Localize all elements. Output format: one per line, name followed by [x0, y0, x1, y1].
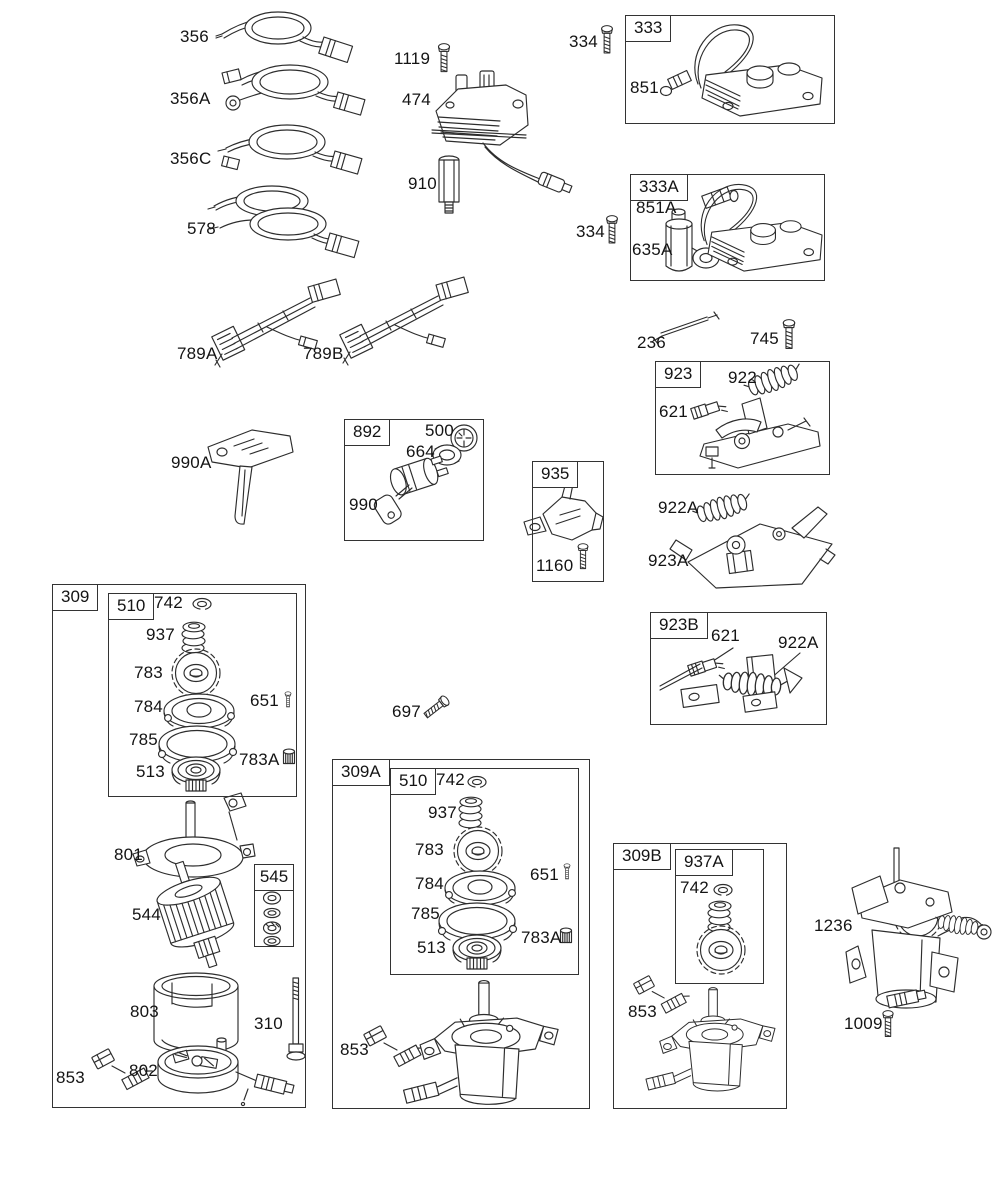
callout-853-309B: 853 — [628, 1002, 657, 1021]
callout-783: 783 — [134, 663, 163, 682]
callout-937: 937 — [146, 625, 175, 644]
callout-789A: 789A — [177, 344, 218, 363]
callout-742-b: 742 — [436, 770, 465, 789]
box-label-937A: 937A — [675, 849, 733, 876]
callout-356C: 356C — [170, 149, 212, 168]
figure-key-990A — [208, 430, 293, 524]
callout-651-b: 651 — [530, 865, 559, 884]
callout-1009: 1009 — [844, 1014, 883, 1033]
figure-harness-789B — [340, 277, 469, 365]
callout-1119: 1119 — [394, 49, 431, 68]
figure-starter-assembly-1236 — [846, 848, 991, 1008]
box-label-892: 892 — [344, 419, 390, 446]
callout-500: 500 — [425, 421, 454, 440]
callout-651: 651 — [250, 691, 279, 710]
callout-621: 621 — [659, 402, 688, 421]
callout-513-b: 513 — [417, 938, 446, 957]
figure-screw-697 — [422, 695, 450, 720]
callout-578: 578 — [187, 219, 216, 238]
box-label-510: 510 — [108, 593, 154, 620]
figure-screw-1119 — [438, 44, 449, 72]
callout-621-923B: 621 — [711, 626, 740, 645]
callout-1160: 1160 — [536, 556, 574, 575]
callout-853-left: 853 — [56, 1068, 85, 1087]
box-label-309A: 309A — [332, 759, 390, 786]
callout-922: 922 — [728, 368, 757, 387]
callout-922A-923B: 922A — [778, 633, 819, 652]
callout-474: 474 — [402, 90, 431, 109]
callout-922A: 922A — [658, 498, 699, 517]
box-label-923B: 923B — [650, 612, 708, 639]
callout-742-c: 742 — [680, 878, 709, 897]
box-label-309B: 309B — [613, 843, 671, 870]
callout-1236: 1236 — [814, 916, 853, 935]
callout-851A: 851A — [636, 198, 677, 217]
box-label-510A: 510 — [390, 768, 436, 795]
figure-bracket-923A — [670, 507, 835, 588]
box-label-545: 545 — [254, 864, 294, 891]
callout-802: 802 — [129, 1061, 158, 1080]
box-label-309: 309 — [52, 584, 98, 611]
callout-783-b: 783 — [415, 840, 444, 859]
callout-236: 236 — [637, 333, 666, 352]
callout-910: 910 — [408, 174, 437, 193]
callout-803: 803 — [130, 1002, 159, 1021]
callout-745: 745 — [750, 329, 779, 348]
callout-937-b: 937 — [428, 803, 457, 822]
callout-990: 990 — [349, 495, 378, 514]
box-label-333A: 333A — [630, 174, 688, 201]
callout-784: 784 — [134, 697, 163, 716]
callout-785: 785 — [129, 730, 158, 749]
callout-851: 851 — [630, 78, 659, 97]
callout-635A: 635A — [632, 240, 673, 259]
callout-356A: 356A — [170, 89, 211, 108]
callout-785-b: 785 — [411, 904, 440, 923]
figure-screw-1009 — [883, 1011, 893, 1037]
figure-spring-922A — [691, 489, 754, 526]
callout-310: 310 — [254, 1014, 283, 1033]
figure-spacer-910 — [439, 156, 459, 213]
callout-697: 697 — [392, 702, 421, 721]
callout-513: 513 — [136, 762, 165, 781]
figure-wire-356C — [218, 125, 362, 174]
callout-990A: 990A — [171, 453, 212, 472]
callout-783A-b: 783A — [521, 928, 562, 947]
box-label-923: 923 — [655, 361, 701, 388]
callout-801: 801 — [114, 845, 143, 864]
callout-334-top: 334 — [569, 32, 598, 51]
callout-356: 356 — [180, 27, 209, 46]
callout-789B: 789B — [303, 344, 344, 363]
figure-wire-578 — [208, 186, 359, 258]
figure-wire-356A — [222, 65, 365, 115]
callout-784-b: 784 — [415, 874, 444, 893]
callout-853-309A: 853 — [340, 1040, 369, 1059]
callout-334-mid: 334 — [576, 222, 605, 241]
callout-544: 544 — [132, 905, 161, 924]
figure-wire-356 — [216, 12, 353, 62]
callout-923A: 923A — [648, 551, 689, 570]
callout-664: 664 — [406, 442, 435, 461]
figure-screw-745 — [783, 320, 794, 349]
callout-742: 742 — [154, 593, 183, 612]
box-label-333: 333 — [625, 15, 671, 42]
box-label-935: 935 — [532, 461, 578, 488]
callout-783A: 783A — [239, 750, 280, 769]
figure-screw-334-top — [602, 26, 613, 53]
figure-screw-334-mid — [607, 216, 618, 243]
